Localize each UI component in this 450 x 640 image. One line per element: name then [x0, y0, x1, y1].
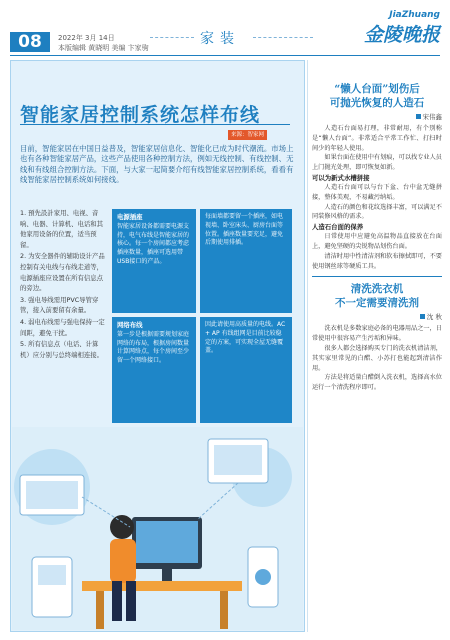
subheading: 人造石台面的保养: [312, 223, 364, 232]
card-text: 第一步是根据需要规划家庭网络的布局，根据房间数量计算网络点，每个房间至少留一个网络接口。: [117, 330, 190, 365]
byline-name: 沈 秋: [426, 313, 442, 322]
paragraph: 日常使用中应避免高温物品直接放在台面上，避免坚硬的尖锐物品划伤台面。: [312, 233, 442, 250]
paragraph: 人造石台面可以与台下盆、台中盆无缝拼接，整体美观，不易藏污纳垢。: [312, 183, 442, 201]
card-text: 每面墙都要留一个插座，如电视墙、卧室床头、厨房台面等位置。插座数量要充足，避免后期使用排插。: [205, 213, 284, 247]
feature-intro: 目前，智能家居在中国日益普及，智能家居信息化、智能化已成为时代潮流。市场上也有各种智能家居产品，这些产品使用各种控制方法，例如无线控制、有线控制、无线和有线组合控制方法。下面，与大家一起简要介绍有线智能家居控制系统，看看有线智能家居控制系统如何接线。: [20, 144, 294, 185]
article-title: 清洗洗衣机: [350, 283, 404, 296]
article-title: 不一定需要清洗剂: [335, 297, 419, 310]
editor-credits: 本版编辑 黄晓明 美编 卞家驹: [58, 44, 149, 52]
list-item: 1. 預先設計家用、电视、音响、电器、计算机、电话和其他家用设备的位置，适当预留。: [20, 209, 104, 249]
divider: [150, 37, 194, 38]
subheading: 可以为新式水槽拼接: [312, 173, 370, 182]
masthead: [364, 10, 440, 47]
byline: [312, 312, 442, 321]
issue-date: 2022年 3月 14日: [58, 34, 115, 42]
paragraph: 方法是将适量白醋倒入洗衣机，选择高水位运行一个清洗程序即可。: [312, 374, 442, 392]
source-tag: 来源：智家网: [228, 130, 267, 140]
list-item: 2. 为安全器件的辅助设计产品控制有关电线与布线走道等，电源插座应设置在所有信息点的旁边。: [20, 252, 105, 293]
square-icon: [416, 114, 421, 119]
article-title: “懒人台面”划伤后: [334, 83, 420, 95]
card-title: 网络布线: [117, 321, 143, 329]
byline: [312, 112, 442, 121]
section-title: 家装: [200, 31, 240, 47]
paragraph: 如果台面在使用中有划痕，可以找专业人员上门抛光处理，即可恢复如新。: [312, 154, 442, 172]
feature-title: 智能家居控制系统怎样布线: [20, 104, 261, 126]
page-header: [0, 0, 450, 58]
title-underline: [20, 124, 290, 125]
smart-home-illustration: [12, 427, 303, 630]
header-rule: [10, 55, 440, 56]
left-column: [20, 208, 106, 361]
square-icon: [420, 314, 425, 319]
divider: [253, 37, 313, 38]
info-card-power-2: [200, 209, 292, 313]
byline-name: 宋伟鑫: [422, 113, 442, 121]
paragraph: 洗衣机是多数家庭必备的电器用品之一，日常使用中很容易产生污垢和异味。: [312, 325, 442, 343]
card-text: 因此请使用高质量的电线。AC + AP 有线组网是目前比较稳定的方案，可实现全屋无缝覆盖。: [205, 321, 286, 355]
info-card-network: [112, 317, 196, 423]
right-column: [312, 60, 442, 393]
info-card-power: [112, 209, 196, 313]
column-divider: [307, 60, 308, 632]
paragraph: 很多人都会选择购买专门的洗衣机清洁剂，其实家里常见的白醋、小苏打也能起到清洁作用。: [312, 344, 442, 372]
paragraph: 清洁时用中性清洁剂和软布擦拭即可，不要使用钢丝球等硬质工具。: [312, 252, 442, 270]
list-item: 5. 所有信息点（电话、计算机）应分别与总终端相连接。: [20, 340, 104, 359]
article-title: 可抛光恢复的人造石: [329, 97, 425, 109]
list-item: 4. 弱电布线需与强电保持一定间距，避免干扰。: [20, 317, 105, 337]
article-separator: [312, 276, 442, 277]
list-item: 3. 强电导线需用PVC导管穿管，接入前要留有余量。: [20, 295, 99, 315]
card-text: 智能家居设备都需要电源支持，电气布线是智能家居的核心。每一个房间都应考虑插座数量，插座可选用带USB接口的产品。: [117, 222, 190, 265]
paragraph: 人造石的颜色和花纹选择丰富，可以满足不同装修风格的需求。: [312, 203, 442, 221]
paragraph: 人造石台面易打理，非常耐用，有个别称是“懒人台面”。非常适合平常工作忙、打扫时间少的年轻人使用。: [312, 125, 442, 152]
masthead-logo: 金陵晚报: [363, 24, 440, 46]
masthead-en: JiaZhuang: [389, 10, 440, 20]
card-title: 电源插座: [117, 213, 143, 221]
info-card-network-2: [200, 317, 292, 423]
page-number: 08: [10, 32, 50, 52]
